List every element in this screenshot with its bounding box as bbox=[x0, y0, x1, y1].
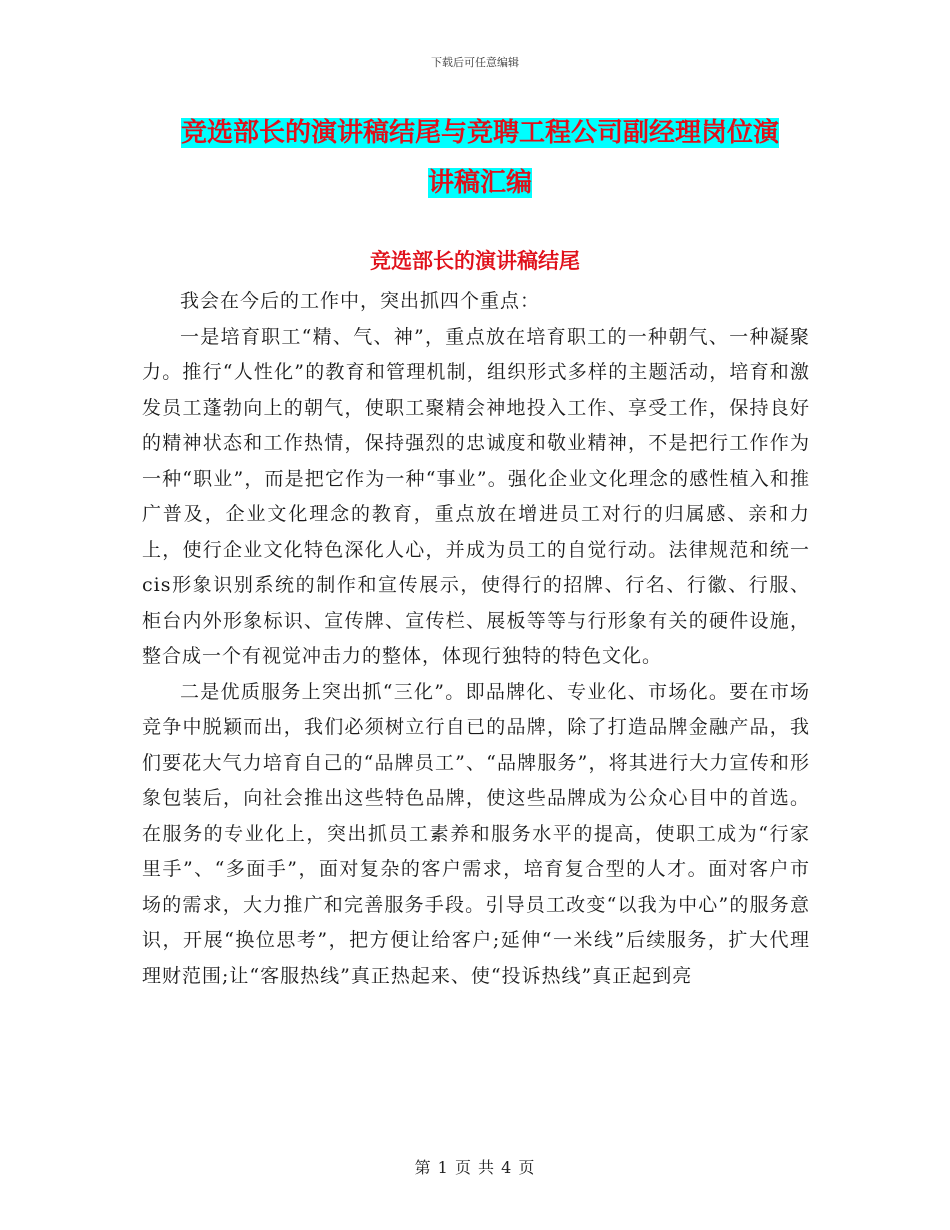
paragraph: 二是优质服务上突出抓“三化”。即品牌化、专业化、市场化。要在市场竞争中脱颖而出，我们必须树立行自已的品牌，除了打造品牌金融产品，我们要花大气力培育自己的“品牌员工”、“品牌服务”，将其进行大力宣传和形象包装后，向社会推出这些特色品牌，使这些品牌成为公众心目中的首选。在服务的专业化上，突出抓员工素养和服务水平的提高，使职工成为“行家里手”、“多面手”，面对复杂的客户需求，培育复合型的人才。面对客户市场的需求，大力推广和完善服务手段。引导员工改变“以我为中心”的服务意识，开展“换位思考”，把方便让给客户;延伸“一米线”后续服务，扩大代理理财范围;让“客服热线”真正热起来、使“投诉热线”真正起到亮 bbox=[142, 680, 810, 987]
document-title-line-2: 讲稿汇编 bbox=[427, 168, 532, 198]
paragraph: 一是培育职工“精、气、神”，重点放在培育职工的一种朝气、一种凝聚力。推行“人性化”的教育和管理机制，组织形式多样的主题活动，培育和激发员工蓬勃向上的朝气，使职工聚精会神地投入工作、享受工作，保持良好的精神状态和工作热情，保持强烈的忠诚度和敬业精神，不是把行工作作为一种“职业”，而是把它作为一种“事业”。强化企业文化理念的感性植入和推广普及，企业文化理念的教育，重点放在增进员工对行的归属感、亲和力上，使行企业文化特色深化人心，并成为员工的自觉行动。法律规范和统一cis形象识别系统的制作和宣传展示，使得行的招牌、行名、行徽、行服、柜台内外形象标识、宣传牌、宣传栏、展板等等与行形象有关的硬件设施，整合成一个有视觉冲击力的整体，体现行独特的特色文化。 bbox=[142, 325, 810, 667]
body-text bbox=[142, 284, 810, 994]
paragraph: 我会在今后的工作中，突出抓四个重点： bbox=[180, 290, 541, 312]
document-title-line-1: 竞选部长的演讲稿结尾与竞聘工程公司副经理岗位演 bbox=[180, 118, 779, 148]
section-title: 竞选部长的演讲稿结尾 bbox=[370, 248, 580, 273]
page-footer: 第 1 页 共 4 页 bbox=[414, 1158, 536, 1177]
document-title bbox=[140, 108, 820, 208]
header-note: 下载后可任意编辑 bbox=[431, 56, 519, 69]
